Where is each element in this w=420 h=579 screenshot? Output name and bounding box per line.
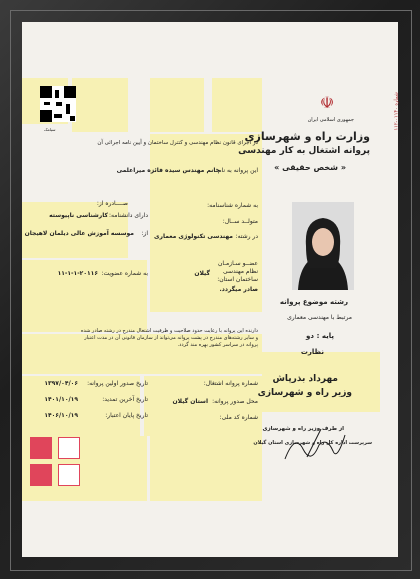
grade-value: دو [306, 332, 314, 340]
pad [150, 78, 204, 132]
id-label: به شماره شناسنامه: [207, 202, 258, 209]
issue-place-label: محل صدور پروانه: [212, 398, 258, 405]
qr-caption: سیامک [44, 127, 56, 132]
iran-emblem-icon: ☫ [319, 93, 335, 112]
first-issue-label: تاریخ صدور اولین پروانه: [87, 380, 148, 387]
pad [150, 436, 262, 501]
degree-value: کارشناسی ناپیوسته [49, 212, 108, 219]
issued-label: صادر میگردد. [219, 286, 258, 293]
issue-place-value: استان گیلان [172, 398, 208, 405]
red-square [30, 464, 52, 486]
signature [277, 427, 357, 467]
doc-no-label: شماره کد ملی: [219, 414, 258, 421]
holder-photo [292, 202, 354, 290]
field-value: مهندسی تکنولوژی معماری [154, 233, 233, 240]
legal-line: در اجرای قانون نظام مهندسی و کنترل ساختمان و آیین نامه اجرائی آن [97, 140, 258, 146]
expiry-label: تاریخ پایان اعتبار: [105, 412, 148, 419]
membership-label: به شماره عضویت: [101, 270, 148, 277]
from-label: از: [141, 230, 148, 237]
qr-code-icon [40, 86, 76, 122]
birth-label: متولــد ســال: [222, 218, 258, 225]
issued-from-label: صــــادره از: [96, 200, 128, 207]
pad [212, 78, 262, 132]
membership-value: ۱۱-۱-۱-۲۰۱۱۶ [57, 270, 98, 277]
pad [72, 78, 128, 132]
signer-name: مهرداد بذرپاش [272, 374, 338, 384]
first-issue-value: ۱۳۹۷/۰۴/۰۶ [44, 380, 78, 387]
white-square [58, 437, 80, 459]
serial-number: شماره ۰۱۱۴۰-۱۱۲ [394, 92, 400, 131]
degree-label: دارای دانشنامه: [109, 212, 148, 219]
last-renew-label: تاریخ آخرین تمدید: [102, 396, 148, 403]
org-label-2: نظام مهندسی [222, 268, 258, 275]
holder-label: این پروانه به نام: [215, 167, 258, 174]
permit-title: پروانه اشتغال به کار مهندسی [238, 146, 370, 156]
subject-value: مرتبط با مهندسی معماری [287, 314, 352, 321]
delegate-line-1: از طرف وزیر راه و شهرسازی [262, 426, 344, 432]
person-type: « شخص حقیقی » [274, 163, 346, 172]
permit-no-label: شماره پروانه اشتغال: [203, 380, 258, 387]
org-label-1: عضــو سـازمـان [217, 260, 258, 267]
subject-title: رشته موضوع پروانه [279, 298, 348, 306]
issuer: جمهوری اسلامی ایران [307, 117, 354, 123]
province-value: گیلان [194, 270, 210, 277]
paragraph-line-2: و سایر رشته‌های مندرج در پشت پروانه می‌تواند از سازمان قانونی آن در مدت اعتبار [84, 335, 258, 341]
scope-value: نظارت [300, 348, 324, 356]
holder-name: خانم مهندس سیده فائزه میراعلمی [116, 167, 220, 174]
delegate-line-2: سرپرست اداره کل راه و شهرسازی استان گیلان [253, 440, 372, 446]
last-renew-value: ۱۴۰۱/۱۰/۱۹ [44, 396, 78, 403]
red-square [30, 437, 52, 459]
university-value: موسسه آموزش عالی دیلمان لاهیجان [24, 230, 134, 237]
expiry-value: ۱۴۰۶/۱۰/۱۹ [44, 412, 78, 419]
org-label-3: ساختمان استان: [217, 276, 258, 283]
white-square [58, 464, 80, 486]
paragraph-line-1: دارنده این پروانه با رعایت حدود صلاحیت و ظرفیت اشتغال مندرج در رشته صادر شده [80, 328, 258, 334]
signer-title: وزیر راه و شهرسازی [257, 388, 352, 398]
paragraph-line-3: پروانه در سراسر کشور بهره مند گردد. [177, 342, 258, 348]
certificate-paper [22, 22, 398, 557]
grade-label: پایه : [316, 332, 334, 340]
field-label: در رشته: [235, 233, 258, 240]
ministry-title: وزارت راه و شهرسازی [244, 130, 370, 143]
